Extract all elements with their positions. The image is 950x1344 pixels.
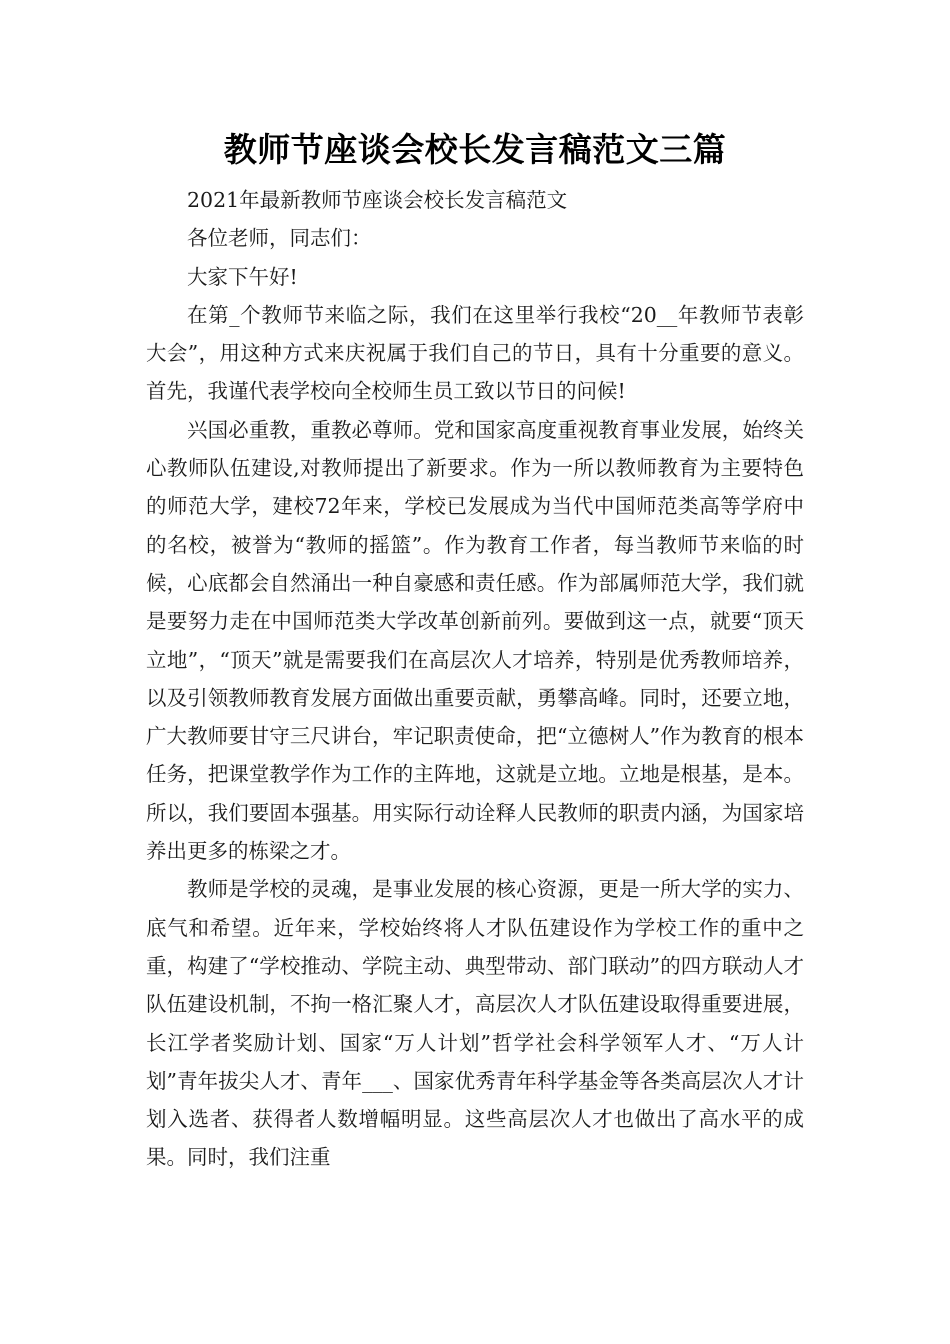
document-body bbox=[146, 181, 804, 1177]
greeting-paragraph: 大家下午好! bbox=[187, 264, 298, 289]
subtitle-paragraph: 2021年最新教师节座谈会校长发言稿范文 bbox=[187, 188, 568, 212]
body-paragraph: 在第_个教师节来临之际，我们在这里举行我校“20__年教师节表彰大会”，用这种方式来庆祝属于我们自己的节日，具有十分重要的意义。首先，我谨代表学校向全校师生员工致以节日的问候! bbox=[146, 302, 804, 404]
body-paragraph: 兴国必重教，重教必尊师。党和国家高度重视教育事业发展，始终关心教师队伍建设,对教师提出了新要求。作为一所以教师教育为主要特色的师范大学，建校72年来，学校已发展成为当代中国师范类高等学府中的名校，被誉为“教师的摇篮”。作为教育工作者，每当教师节来临的时候，心底都会自然涌出一种自豪感和责任感。作为部属师范大学，我们就是要努力走在中国师范类大学改革创新前列。要做到这一点，就要“顶天立地”，“顶天”就是需要我们在高层次人才培养，特别是优秀教师培养，以及引领教师教育发展方面做出重要贡献，勇攀高峰。同时，还要立地，广大教师要甘守三尺讲台，牢记职责使命，把“立德树人”作为教育的根本任务，把课堂教学作为工作的主阵地，这就是立地。立地是根基，是本。所以，我们要固本强基。用实际行动诠释人民教师的职责内涵，为国家培养出更多的栋梁之才。 bbox=[146, 417, 804, 864]
body-paragraph: 教师是学校的灵魂，是事业发展的核心资源，更是一所大学的实力、底气和希望。近年来，学校始终将人才队伍建设作为学校工作的重中之重，构建了“学校推动、学院主动、典型带动、部门联动”的四方联动人才队伍建设机制，不拘一格汇聚人才，高层次人才队伍建设取得重要进展，长江学者奖励计划、国家“万人计划”哲学社会科学领军人才、“万人计划”青年拔尖人才、青年___、国家优秀青年科学基金等各类高层次人才计划入选者、获得者人数增幅明显。这些高层次人才也做出了高水平的成果。同时，我们注重 bbox=[146, 877, 804, 1170]
salutation-paragraph: 各位老师，同志们： bbox=[187, 226, 372, 251]
document-title: 教师节座谈会校长发言稿范文三篇 bbox=[223, 130, 727, 169]
